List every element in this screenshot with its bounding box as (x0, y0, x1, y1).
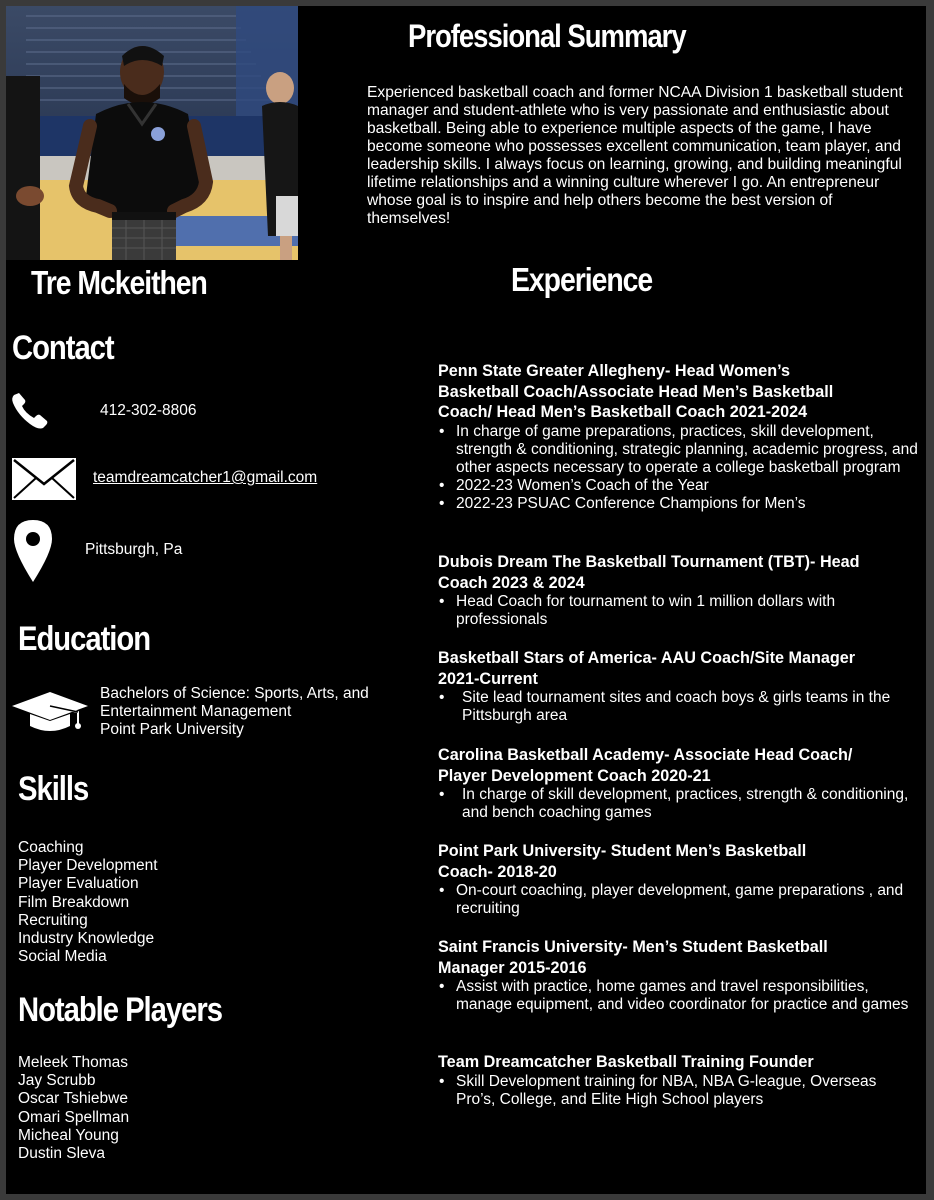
graduation-cap-icon (12, 690, 88, 739)
job-title-line: Carolina Basketball Academy- Associate Head Coach/ (438, 746, 853, 764)
job-title-line: Dubois Dream The Basketball Tournament (TBT)- Head (438, 553, 860, 571)
player-item: Meleek Thomas (18, 1054, 128, 1071)
job-title (438, 552, 918, 593)
education-heading: Education (18, 620, 151, 658)
job-title-line: 2021-Current (438, 669, 538, 688)
job-title-line: Point Park University- Student Men’s Basketball (438, 842, 807, 860)
summary-heading: Professional Summary (408, 18, 686, 54)
experience-entry (438, 745, 918, 822)
education-details (100, 685, 369, 740)
job-bullets (438, 689, 918, 725)
resume-page (6, 6, 926, 1194)
job-title-line: Penn State Greater Allegheny- Head Women’s (438, 362, 791, 380)
job-bullet: • 2022-23 Women’s Coach of the Year (456, 477, 918, 495)
job-title-line: Manager 2015-2016 (438, 958, 587, 977)
profile-photo (6, 6, 298, 260)
player-item: Dustin Sleva (18, 1145, 106, 1163)
job-bullet: • 2022-23 PSUAC Conference Champions for Men’s (456, 495, 918, 513)
experience-entry (438, 552, 918, 629)
phone-number: 412-302-8806 (100, 402, 197, 419)
job-bullet: • Skill Development training for NBA, NBA G-league, Overseas Pro’s, College, and Elite High School players (456, 1073, 918, 1109)
job-bullets (438, 882, 918, 918)
job-bullet: • Head Coach for tournament to win 1 million dollars with professionals (456, 593, 918, 629)
job-bullets (438, 593, 918, 629)
job-title-line: Basketball Coach/Associate Head Men’s Basketball (438, 382, 834, 401)
job-title-line: Saint Francis University- Men’s Student Basketball (438, 938, 828, 956)
experience-heading: Experience (511, 261, 653, 298)
player-item: Jay Scrubb (18, 1072, 96, 1090)
education-line: Point Park University (100, 721, 244, 739)
skills-heading: Skills (18, 770, 89, 808)
job-title (438, 1052, 918, 1073)
job-title-line: Basketball Stars of America- AAU Coach/Site Manager (438, 649, 856, 667)
skill-item: Player Development (18, 857, 158, 875)
job-bullet: • Site lead tournament sites and coach boys & girls teams in the Pittsburgh area (456, 689, 918, 725)
job-bullet: • Assist with practice, home games and travel responsibilities, manage equipment, and video coordinator for practice and games (456, 978, 918, 1014)
education-line: Bachelors of Science: Sports, Arts, and (100, 685, 369, 702)
player-item: Oscar Tshiebwe (18, 1090, 128, 1108)
education-line: Entertainment Management (100, 703, 292, 721)
person-name: Tre Mckeithen (31, 264, 207, 301)
job-title (438, 841, 918, 882)
job-title-line: Coach- 2018-20 (438, 862, 557, 881)
job-bullet: • In charge of game preparations, practices, skill development, strength & conditioning, strategic planning, academic progress, and other aspects necessary to operate a college basketball program (456, 423, 918, 478)
location-text: Pittsburgh, Pa (85, 541, 183, 558)
job-title-line: Coach 2023 & 2024 (438, 573, 585, 592)
experience-entry (438, 648, 918, 725)
job-bullets (438, 786, 918, 822)
contact-heading: Contact (12, 329, 114, 367)
job-title-line: Team Dreamcatcher Basketball Training Founder (438, 1053, 814, 1071)
job-bullets (438, 423, 918, 514)
experience-entry (438, 1052, 918, 1109)
experience-entry (438, 841, 918, 918)
email-link[interactable]: teamdreamcatcher1@gmail.com (93, 469, 318, 486)
skill-item: Coaching (18, 839, 84, 856)
job-bullet: • On-court coaching, player development, game preparations , and recruiting (456, 882, 918, 918)
job-title (438, 361, 918, 423)
job-bullets (438, 1073, 918, 1109)
skill-item: Social Media (18, 948, 107, 966)
player-item: Micheal Young (18, 1126, 119, 1144)
skill-item: Player Evaluation (18, 875, 139, 893)
phone-icon (10, 390, 50, 435)
experience-entry (438, 361, 918, 514)
skill-item: Industry Knowledge (18, 930, 155, 948)
skill-item: Film Breakdown (18, 893, 130, 911)
job-title-line: Player Development Coach 2020-21 (438, 766, 711, 785)
job-bullets (438, 978, 918, 1014)
job-title-line: Coach/ Head Men’s Basketball Coach 2021-2024 (438, 403, 808, 421)
player-item: Omari Spellman (18, 1108, 130, 1126)
job-title (438, 937, 918, 978)
experience-entry (438, 937, 918, 1014)
skill-item: Recruiting (18, 911, 88, 929)
job-title (438, 648, 918, 689)
skills-list (18, 839, 158, 966)
coach-photo-illustration (6, 6, 298, 260)
players-list (18, 1054, 129, 1163)
location-pin-icon (14, 520, 52, 587)
job-bullet: • In charge of skill development, practices, strength & conditioning, and bench coaching games (456, 786, 918, 822)
notable-players-heading: Notable Players (18, 991, 222, 1029)
job-title (438, 745, 918, 786)
summary-text: Experienced basketball coach and former NCAA Division 1 basketball student manager and student-athlete who is very passionate and enthusiastic about basketball. Being able to experience multiple aspects of the game, I have become someone who possesses excellent communication, team player, and leadership skills. I always focus on learning, growing, and building meaningful lifetime relationships and a winning culture wherever I go. An entrepreneur whose goal is to inspire and help others become the best version of themselves! (367, 84, 903, 227)
mail-icon (12, 458, 76, 505)
